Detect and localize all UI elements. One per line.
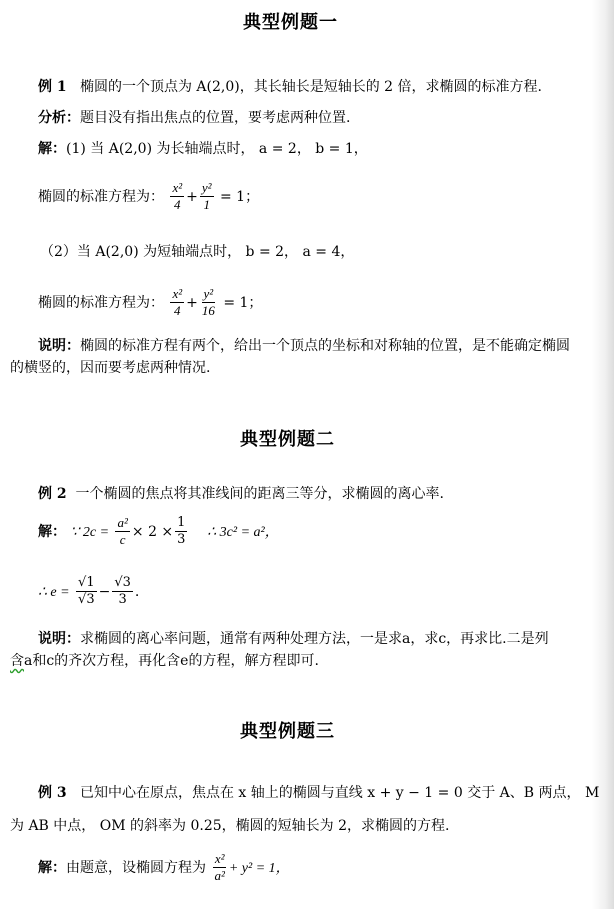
- example2-problem: [38, 487, 444, 501]
- case1-text: (1) 当 A(2,0) 为长轴端点时， a = 2， b = 1，: [66, 141, 368, 157]
- e-frac-sqrt1-sqrt3: $\frac{√1}{√3}$: [78, 575, 95, 608]
- note1-label: 说明：: [38, 338, 80, 354]
- case2-text: （2）当 A(2,0) 为短轴端点时， b = 2， a = 4，: [40, 244, 355, 260]
- eq1-frac-x: $\frac{\text{x²}}{4}$: [172, 180, 183, 213]
- example2-note-line2: [10, 654, 319, 668]
- example1-text: 椭圆的一个顶点为 A(2,0)，其长轴长是短轴长的 2 倍，求椭圆的标准方程.: [79, 79, 542, 95]
- example1-analysis: [38, 111, 350, 125]
- example1-note-line1: [38, 339, 570, 353]
- note2-line2-rest: a和c的齐次方程，再化含e的方程，解方程即可.: [24, 653, 319, 669]
- example2-solution: [38, 516, 279, 548]
- example1-case2: [40, 245, 354, 259]
- e-frac-sqrt3-3: $\frac{√3}{3}$: [114, 575, 131, 608]
- note2-label: 说明：: [38, 631, 80, 647]
- equation1: [38, 181, 259, 213]
- sol3-text: 由题意，设椭圆方程为: [66, 859, 206, 876]
- analysis-text: 题目没有指出焦点的位置，要考虑两种位置.: [80, 110, 351, 126]
- analysis-label: 分析：: [38, 110, 80, 126]
- example3-line1: 已知中心在原点，焦点在 x 轴上的椭圆与直线 x + y − 1 = 0 交于 A、B 两点， M: [79, 785, 600, 801]
- sol2-part1: ∵ 2c =: [70, 524, 110, 540]
- equation2-prefix: 椭圆的标准方程为：: [38, 294, 164, 311]
- example3-label: 例 3: [38, 785, 67, 801]
- eq2-rhs: = 1；: [223, 294, 263, 311]
- example2-label: 例 2: [38, 486, 67, 502]
- example1-problem: [38, 80, 542, 94]
- example3-problem-line2: 为 AB 中点， OM 的斜率为 0.25，椭圆的短轴长为 2，求椭圆的方程.: [10, 818, 450, 834]
- eq2-frac-y: $\frac{\text{y²}}{16}$: [201, 286, 215, 319]
- example3-solution: [38, 852, 290, 884]
- equation1-prefix: 椭圆的标准方程为：: [38, 188, 164, 205]
- eq2-frac-x: $\frac{\text{x²}}{4}$: [172, 286, 183, 319]
- section1-title: 典型例题一: [243, 12, 338, 33]
- solution3-label: 解：: [38, 859, 66, 876]
- solution2-label: 解：: [38, 523, 66, 540]
- example3-problem-line1: [38, 786, 599, 800]
- section2-title: 典型例题二: [240, 429, 335, 450]
- sol3-end: + y² = 1，: [228, 860, 290, 876]
- eq1-plus: +: [186, 188, 198, 205]
- example2-text: 一个椭圆的焦点将其准线间的距离三等分，求椭圆的离心率.: [75, 486, 444, 502]
- eq2-plus: +: [186, 294, 198, 311]
- example1-case1: [38, 142, 368, 156]
- solution1-label: 解：: [38, 141, 66, 157]
- example2-eccentricity: [38, 576, 139, 608]
- sol2-mid: × 2 ×: [131, 523, 174, 540]
- example1-label: 例 1: [38, 79, 67, 95]
- equation2: [38, 287, 262, 319]
- example1-note-line2: 的横竖的，因而要考虑两种情况.: [10, 360, 211, 376]
- eq1-frac-y: $\frac{\text{y²}}{1}$: [201, 180, 212, 213]
- example2-note-line1: [38, 632, 549, 646]
- sol3-frac-x2-a2: $\frac{\text{x²}}{\text{a²}}$: [214, 851, 225, 884]
- section3-title: 典型例题三: [240, 721, 335, 742]
- sol2-frac-1-3: $\frac{1}{3}$: [177, 515, 186, 548]
- note1-line1: 椭圆的标准方程有两个，给出一个顶点的坐标和对称轴的位置，是不能确定椭圆: [80, 338, 570, 354]
- sol2-part2: ∴ 3c² = a²，: [207, 524, 279, 540]
- sol2-frac-a2-c: $\frac{\text{a²}}{c}$: [117, 515, 128, 548]
- e-end: .: [134, 583, 140, 600]
- e-minus: −: [98, 583, 111, 600]
- eq1-rhs: = 1；: [219, 188, 260, 205]
- note2-line1: 求椭圆的离心率问题，通常有两种处理方法，一是求a，求c，再求比.二是列: [80, 631, 549, 647]
- note2-line2-start: 含: [10, 653, 24, 669]
- page-edge-shadow: [592, 0, 614, 909]
- e-prefix: ∴ e =: [38, 584, 70, 600]
